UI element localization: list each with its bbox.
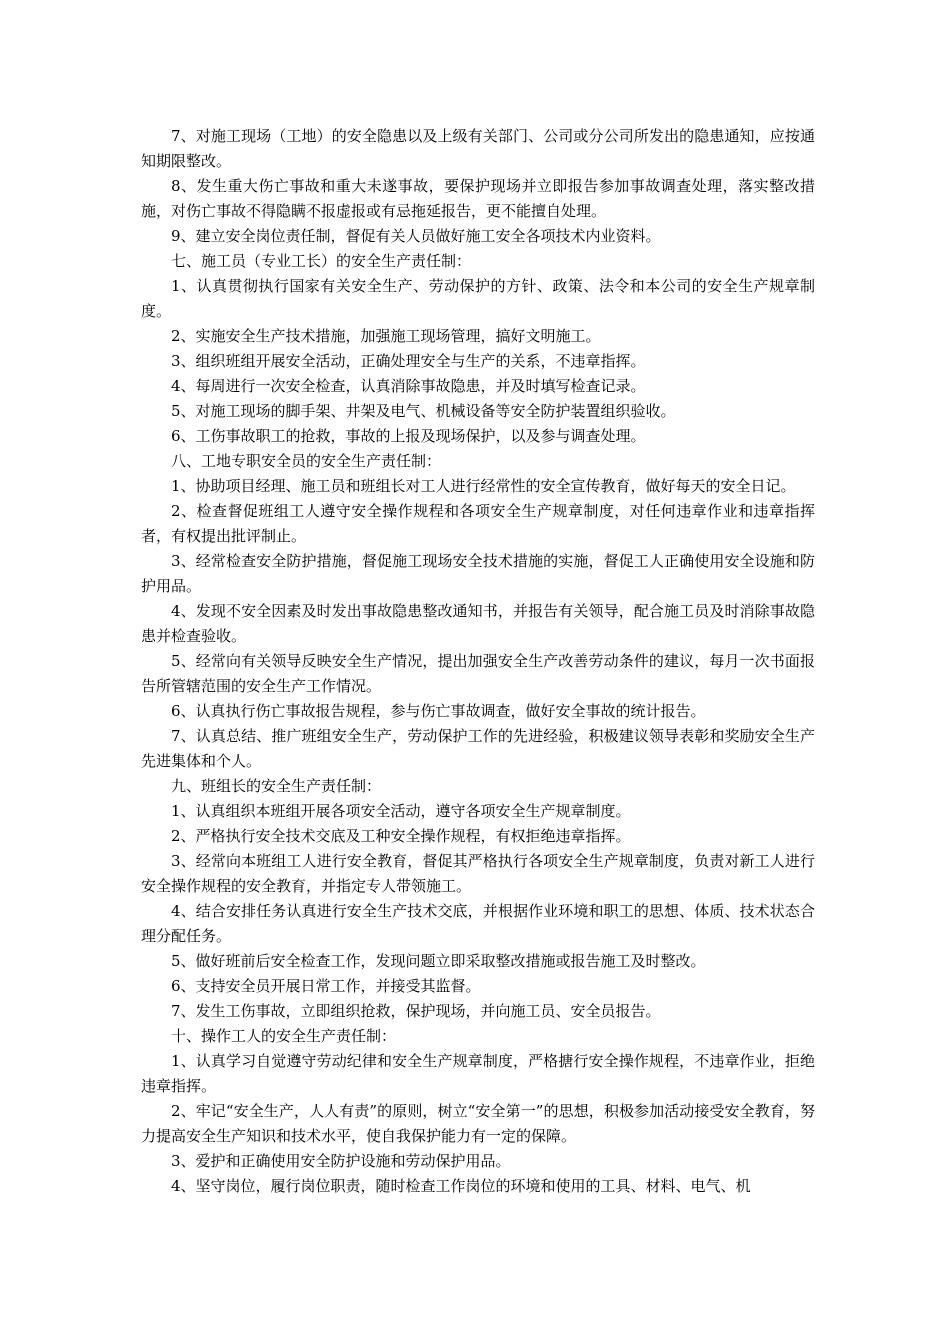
paragraph: 5、对施工现场的脚手架、井架及电气、机械设备等安全防护装置组织验收。 bbox=[171, 402, 676, 420]
paragraph: 4、每周进行一次安全检查，认真消除事故隐患，并及时填写检查记录。 bbox=[171, 377, 646, 395]
paragraph: 1、协助项目经理、施工员和班组长对工人进行经常性的安全宣传教育，做好每天的安全日记。 bbox=[171, 477, 796, 495]
section-heading: 七、施工员（专业工长）的安全生产责任制： bbox=[171, 252, 472, 270]
paragraph: 2、牢记“安全生产，人人有责”的原则，树立“安全第一”的思想，积极参加活动接受安全教育，努力提高安全生产知识和技术水平，使自我保护能力有一定的保障。 bbox=[141, 1102, 815, 1145]
paragraph: 2、实施安全生产技术措施，加强施工现场管理，搞好文明施工。 bbox=[171, 327, 601, 345]
paragraph: 3、爱护和正确使用安全防护设施和劳动保护用品。 bbox=[171, 1152, 511, 1170]
paragraph: 1、认真组织本班组开展各项安全活动，遵守各项安全生产规章制度。 bbox=[171, 802, 631, 820]
paragraph: 3、组织班组开展安全活动，正确处理安全与生产的关系，不违章指挥。 bbox=[171, 352, 646, 370]
paragraph: 2、严格执行安全技术交底及工种安全操作规程，有权拒绝违章指挥。 bbox=[171, 827, 631, 845]
section-heading: 八、工地专职安全员的安全生产责任制： bbox=[171, 452, 442, 470]
paragraph: 5、做好班前后安全检查工作，发现问题立即采取整改措施或报告施工及时整改。 bbox=[171, 952, 706, 970]
paragraph: 4、发现不安全因素及时发出事故隐患整改通知书，并报告有关领导，配合施工员及时消除事故隐患并检查验收。 bbox=[141, 602, 815, 645]
paragraph: 9、建立安全岗位责任制，督促有关人员做好施工安全各项技术内业资料。 bbox=[171, 227, 661, 245]
section-heading: 九、班组长的安全生产责任制： bbox=[171, 777, 382, 795]
paragraph: 7、对施工现场（工地）的安全隐患以及上级有关部门、公司或分公司所发出的隐患通知，应按通知期限整改。 bbox=[141, 127, 815, 170]
paragraph: 6、工伤事故职工的抢救，事故的上报及现场保护，以及参与调查处理。 bbox=[171, 427, 646, 445]
paragraph: 6、支持安全员开展日常工作，并接受其监督。 bbox=[171, 977, 481, 995]
paragraph: 6、认真执行伤亡事故报告规程，参与伤亡事故调查，做好安全事故的统计报告。 bbox=[171, 702, 706, 720]
document-page bbox=[141, 124, 815, 1199]
paragraph: 3、经常检查安全防护措施，督促施工现场安全技术措施的实施，督促工人正确使用安全设施和防护用品。 bbox=[141, 552, 815, 595]
paragraph: 2、检查督促班组工人遵守安全操作规程和各项安全生产规章制度，对任何违章作业和违章指挥者，有权提出批评制止。 bbox=[141, 502, 815, 545]
paragraph: 7、发生工伤事故，立即组织抢救，保护现场，并向施工员、安全员报告。 bbox=[171, 1002, 661, 1020]
paragraph: 4、坚守岗位，履行岗位职责，随时检查工作岗位的环境和使用的工具、材料、电气、机 bbox=[171, 1177, 751, 1195]
paragraph: 3、经常向本班组工人进行安全教育，督促其严格执行各项安全生产规章制度，负责对新工人进行安全操作规程的安全教育，并指定专人带领施工。 bbox=[141, 852, 815, 895]
paragraph: 1、认真贯彻执行国家有关安全生产、劳动保护的方针、政策、法令和本公司的安全生产规章制度。 bbox=[141, 277, 815, 320]
paragraph: 1、认真学习自觉遵守劳动纪律和安全生产规章制度，严格搪行安全操作规程，不违章作业，拒绝违章指挥。 bbox=[141, 1052, 815, 1095]
paragraph: 5、经常向有关领导反映安全生产情况，提出加强安全生产改善劳动条件的建议，每月一次书面报告所管辖范围的安全生产工作情况。 bbox=[141, 652, 815, 695]
paragraph: 4、结合安排任务认真进行安全生产技术交底，并根据作业环境和职工的思想、体质、技术状态合理分配任务。 bbox=[141, 902, 815, 945]
section-heading: 十、操作工人的安全生产责任制： bbox=[171, 1027, 397, 1045]
paragraph: 8、发生重大伤亡事故和重大未遂事故，要保护现场并立即报告参加事故调查处理，落实整改措施，对伤亡事故不得隐瞒不报虚报或有忌拖延报告，更不能擅自处理。 bbox=[141, 177, 815, 220]
paragraph: 7、认真总结、推广班组安全生产，劳动保护工作的先进经验，积极建议领导表彰和奖励安全生产先进集体和个人。 bbox=[141, 727, 815, 770]
